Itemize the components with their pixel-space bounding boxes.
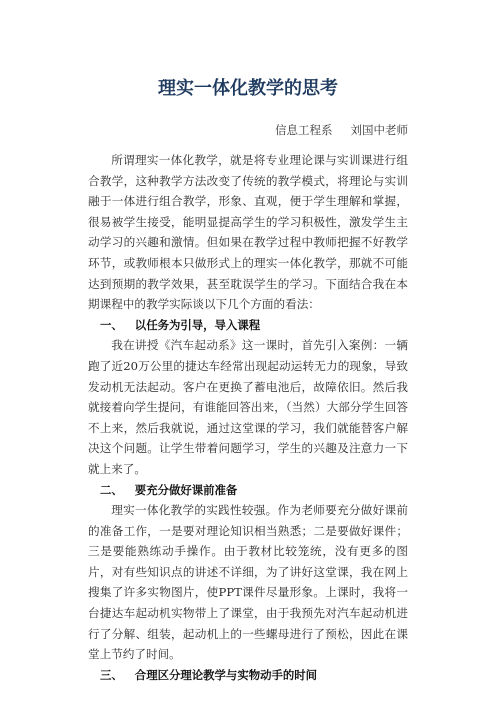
section-heading-1 xyxy=(88,315,408,336)
intro-paragraph: 所谓理实一体化教学，就是将专业理论课与实训课进行组合教学，这种教学方法改变了传统的教学模式，将理论与实训融于一体进行组合教学，形象、直观，便于学生理解和掌握，很易被学生接受，能明显提高学生的学习积极性，激发学生主动学习的兴趣和激情。但如果在教学过程中教师把握不好教学环节，或教师根本只做形式上的理实一体化教学，那就不可能达到预期的教学效果，甚至耽误学生的学习。下面结合我在本期课程中的教学实际谈以下几个方面的看法： xyxy=(88,153,408,312)
author-label: 刘国中老师 xyxy=(350,123,408,137)
section-heading-text: 以任务为引导，导入课程 xyxy=(134,317,261,332)
byline xyxy=(275,122,408,138)
article-body xyxy=(88,150,408,685)
section-number: 三、 xyxy=(100,667,123,682)
section-paragraph-2: 理实一体化教学的实践性较强。作为老师要充分做好课前的准备工作，一是要对理论知识相当熟悉；二是要做好课件；三是要能熟练动手操作。由于教材比较笼统，没有更多的图片，对有些知识点的讲述不详细，为了讲好这堂课，我在网上搜集了许多实物图片，使PPT课件尽量形象。上课时，我将一台捷达车起动机实物带上了课堂，由于我预先对汽车起动机进行了分解、组装，起动机上的一些螺母进行了预松，因此在课堂上节约了时间。 xyxy=(88,503,408,662)
section-number: 二、 xyxy=(100,482,123,497)
section-number: 一、 xyxy=(100,317,123,332)
page-title: 理实一体化教学的思考 xyxy=(158,78,338,99)
department-label: 信息工程系 xyxy=(275,123,333,137)
section-paragraph-1: 我在讲授《汽车起动系》这一课时，首先引入案例：一辆跑了近20万公里的捷达车经常出现起动运转无力的现象，导致发动机无法起动。客户在更换了蓄电池后，故障依旧。然后我就接着向学生提问，有谁能回答出来，（当然）大部分学生回答不上来，然后我就说，通过这堂课的学习，我们就能替客户解决这个问题。让学生带着问题学习，学生的兴趣及注意力一下就上来了。 xyxy=(88,338,408,476)
section-heading-text: 要充分做好课前准备 xyxy=(134,482,238,497)
section-heading-3 xyxy=(88,665,408,686)
section-heading-text: 合理区分理论教学与实物动手的时间 xyxy=(134,667,318,682)
section-heading-2 xyxy=(88,480,408,501)
